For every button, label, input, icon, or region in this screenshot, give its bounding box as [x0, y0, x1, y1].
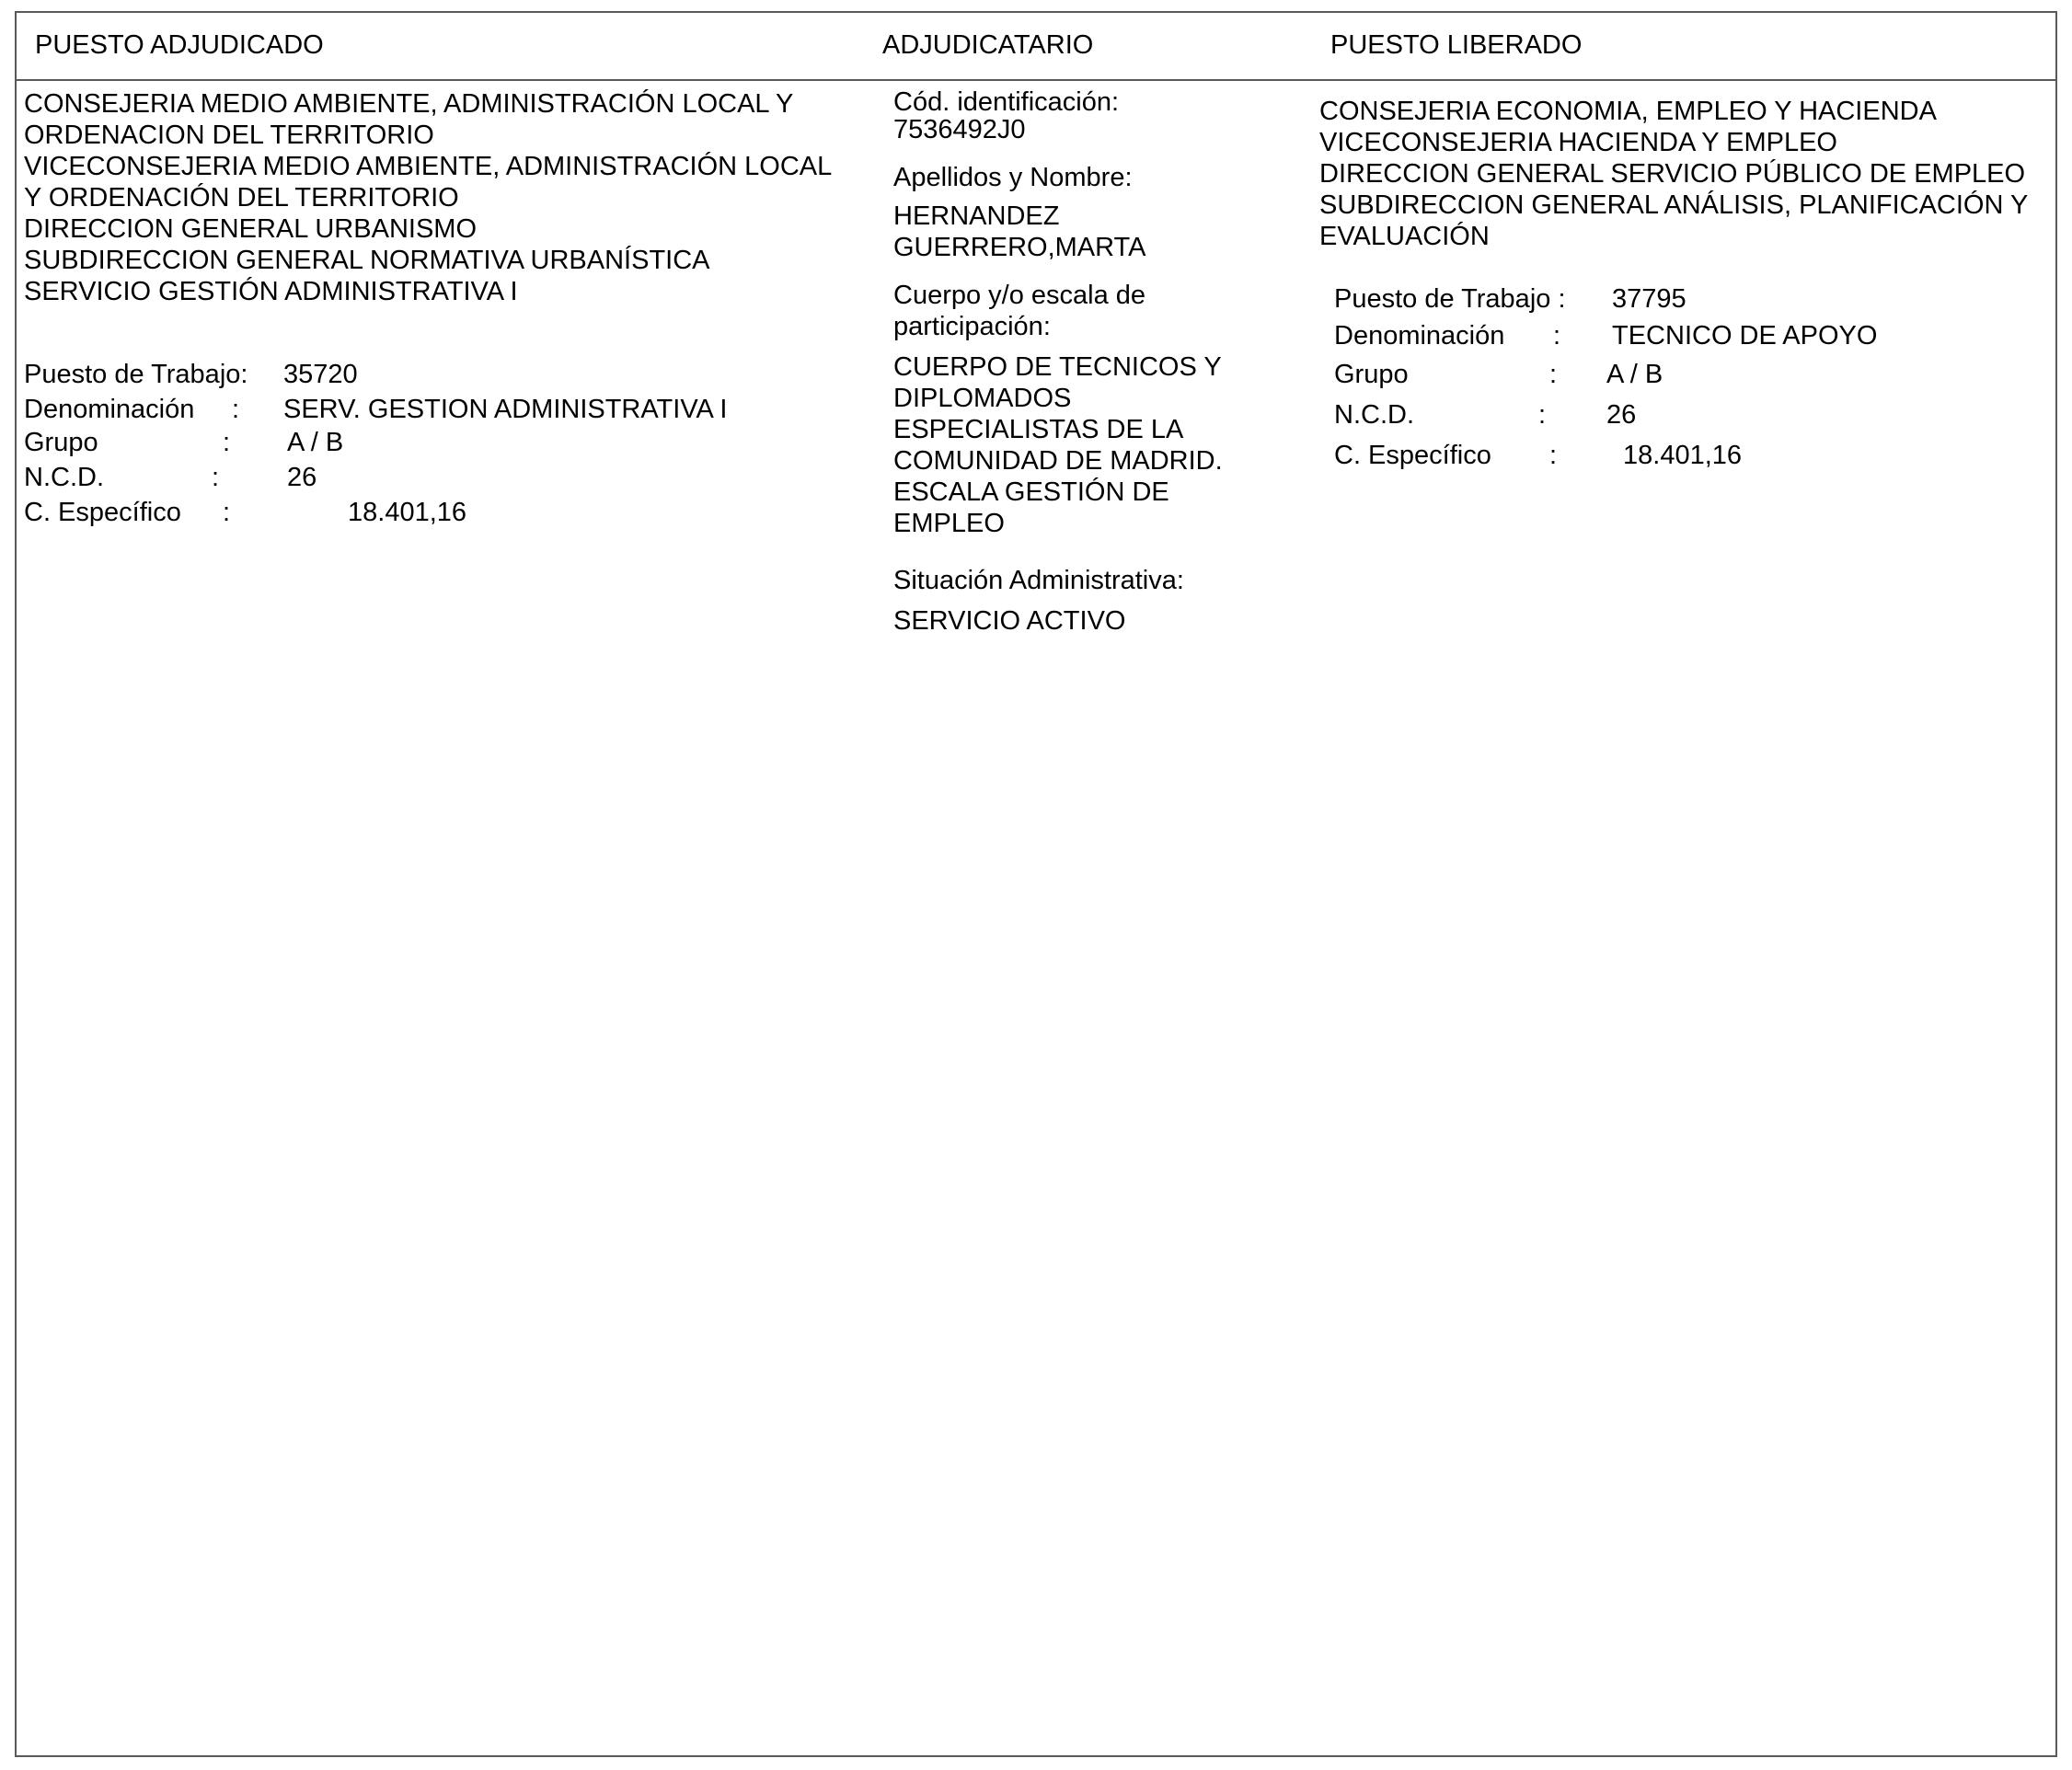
colon: : — [1549, 360, 1558, 389]
colon: : — [1538, 400, 1547, 430]
org-line: CONSEJERIA ECONOMIA, EMPLEO Y HACIENDA — [1319, 97, 1937, 126]
especifico-value: 18.401,16 — [348, 498, 467, 527]
cod-value: 7536492J0 — [893, 115, 1026, 144]
situacion-value: SERVICIO ACTIVO — [893, 606, 1126, 636]
puesto-row — [24, 359, 870, 394]
nombre-line: HERNANDEZ — [893, 201, 1060, 231]
org-line: SUBDIRECCION GENERAL NORMATIVA URBANÍSTICA — [24, 246, 710, 275]
document-table — [15, 11, 2057, 1757]
grupo-value: A / B — [287, 428, 344, 457]
puesto-label: Puesto de Trabajo : — [1334, 284, 1566, 314]
cod-label: Cód. identificación: — [893, 87, 1120, 117]
situacion-label: Situación Administrativa: — [893, 566, 1184, 595]
puesto-value: 35720 — [283, 360, 358, 389]
colon: : — [223, 498, 231, 527]
denominacion-row — [24, 394, 870, 427]
org-line: CONSEJERIA MEDIO AMBIENTE, ADMINISTRACIÓN LOCAL Y — [24, 89, 794, 119]
denominacion-value: TECNICO DE APOYO — [1612, 321, 1878, 351]
especifico-label: C. Específico — [1334, 441, 1491, 470]
org-line: VICECONSEJERIA HACIENDA Y EMPLEO — [1319, 128, 1837, 157]
ncd-value: 26 — [1606, 400, 1637, 430]
denominacion-label: Denominación — [1334, 321, 1505, 351]
ncd-row — [1334, 399, 2055, 440]
colon: : — [1549, 441, 1558, 470]
especifico-value: 18.401,16 — [1623, 441, 1743, 470]
puesto-value: 37795 — [1612, 284, 1686, 314]
puesto-row — [1334, 283, 2055, 320]
grupo-value: A / B — [1606, 360, 1663, 389]
org-line: ORDENACION DEL TERRITORIO — [24, 121, 434, 150]
ncd-label: N.C.D. — [24, 463, 104, 492]
grupo-label: Grupo — [24, 428, 98, 457]
org-line: SERVICIO GESTIÓN ADMINISTRATIVA I — [24, 277, 518, 306]
org-line: VICECONSEJERIA MEDIO AMBIENTE, ADMINISTRACIÓN LOCAL — [24, 152, 833, 181]
puesto-label: Puesto de Trabajo: — [24, 360, 248, 389]
nombre-block — [893, 201, 1298, 263]
org-line: SUBDIRECCION GENERAL ANÁLISIS, PLANIFICACIÓN Y — [1319, 190, 2029, 220]
cuerpo-line: COMUNIDAD DE MADRID. — [893, 446, 1223, 476]
org-line: DIRECCION GENERAL SERVICIO PÚBLICO DE EMPLEO — [1319, 159, 2026, 189]
header-puesto-liberado: PUESTO LIBERADO — [1330, 30, 1583, 60]
colon: : — [232, 395, 240, 424]
nombre-label: Apellidos y Nombre: — [893, 163, 1133, 192]
table-header-row — [17, 13, 2055, 81]
cuerpo-block — [893, 351, 1298, 539]
ncd-row — [24, 462, 870, 497]
denominacion-value: SERV. GESTION ADMINISTRATIVA I — [283, 395, 728, 424]
job-details — [1334, 283, 2055, 471]
grupo-row — [1334, 359, 2055, 399]
column-adjudicatario — [893, 88, 1298, 637]
cuerpo-line: CUERPO DE TECNICOS Y — [893, 352, 1222, 382]
grupo-row — [24, 427, 870, 462]
cuerpo-label-block — [893, 280, 1298, 342]
especifico-row — [24, 497, 870, 528]
nombre-line: GUERRERO,MARTA — [893, 233, 1146, 262]
organization-block — [1319, 96, 2055, 252]
denominacion-label: Denominación — [24, 395, 195, 424]
header-puesto-adjudicado: PUESTO ADJUDICADO — [35, 30, 324, 60]
ncd-label: N.C.D. — [1334, 400, 1414, 430]
cuerpo-line: ESCALA GESTIÓN DE — [893, 477, 1169, 507]
especifico-row — [1334, 440, 2055, 471]
colon: : — [223, 428, 231, 457]
org-line: Y ORDENACIÓN DEL TERRITORIO — [24, 183, 459, 213]
header-adjudicatario: ADJUDICATARIO — [882, 30, 1094, 60]
organization-block — [24, 88, 870, 307]
cuerpo-line: ESPECIALISTAS DE LA — [893, 415, 1184, 444]
especifico-label: C. Específico — [24, 498, 181, 527]
cuerpo-line: EMPLEO — [893, 509, 1005, 538]
colon: : — [1553, 321, 1561, 351]
cuerpo-label-line: participación: — [893, 312, 1051, 341]
org-line: EVALUACIÓN — [1319, 222, 1490, 251]
ncd-value: 26 — [287, 463, 317, 492]
org-line: DIRECCION GENERAL URBANISMO — [24, 214, 477, 244]
cuerpo-label-line: Cuerpo y/o escala de — [893, 281, 1146, 310]
grupo-label: Grupo — [1334, 360, 1409, 389]
colon: : — [212, 463, 220, 492]
cuerpo-line: DIPLOMADOS — [893, 384, 1072, 413]
job-details — [24, 359, 870, 528]
denominacion-row — [1334, 320, 2055, 359]
column-puesto-liberado — [1319, 96, 2055, 471]
column-puesto-adjudicado — [24, 88, 870, 528]
